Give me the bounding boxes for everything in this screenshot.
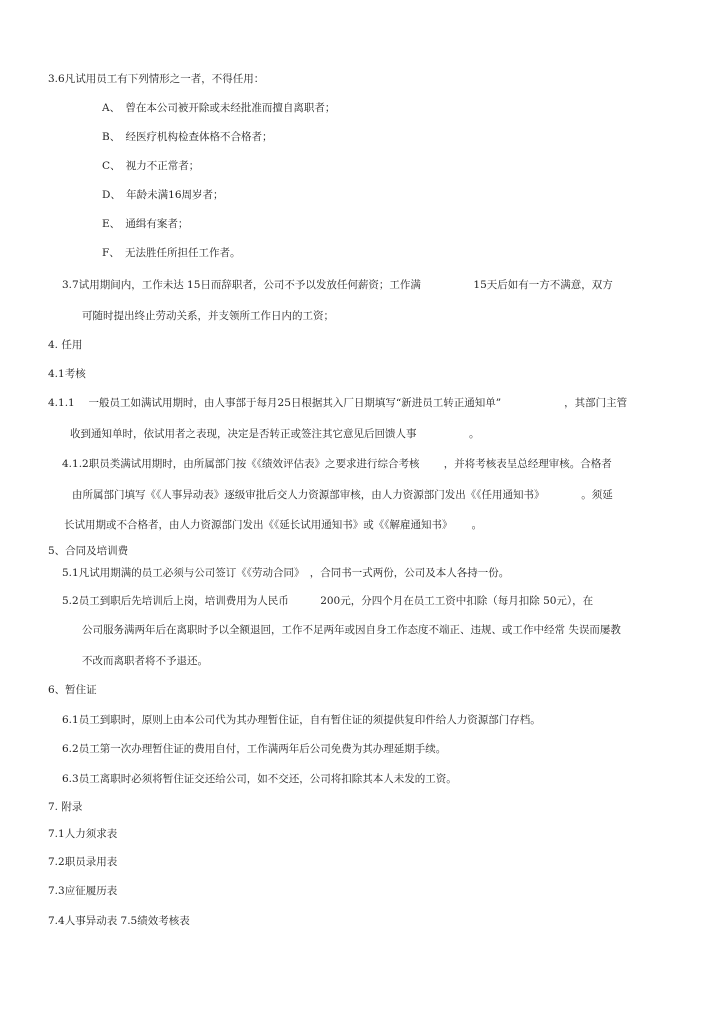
paragraph-5-2-line-2: 公司服务满两年后在离职时予以全额退回，工作不足两年或因自身工作态度不端正、违规、或工作中经常 失误而屡教	[82, 624, 621, 636]
paragraph-4-1-1-line-1: 4.1.1 一般员工如满试用期时，由人事部于每月25日根据其入厂日期填写“新进员工转正通知单” ，其部门主管	[48, 397, 628, 409]
section-3-6-heading: 3.6凡试用员工有下列情形之一者，不得任用：	[48, 73, 265, 85]
list-item: D、 年龄未满16周岁者；	[102, 189, 224, 201]
list-item: 7.3应征履历表	[48, 885, 118, 897]
paragraph-5-2-line-3: 不改而离职者将不予退还。	[82, 655, 208, 667]
list-item: E、 通缉有案者；	[102, 218, 189, 230]
section-5-heading: 5、合同及培训费	[48, 545, 129, 557]
paragraph-4-1-2-line-3: 长试用期或不合格者，由人力资源部门发出《《延长试用通知书》或《《解雇通知书》 。	[64, 519, 483, 531]
list-item: 7.1人力须求表	[48, 828, 118, 840]
paragraph-4-1-2-line-1: 4.1.2职员类满试用期时，由所属部门按《《绩效评估表》之要求进行综合考核 ，并将考核表呈总经理审核。合格者	[62, 458, 612, 470]
paragraph-6-3: 6.3员工离职时必须将暂住证交还给公司，如不交还，公司将扣除其本人未发的工资。	[62, 773, 457, 785]
section-4-heading: 4. 任用	[48, 339, 83, 351]
paragraph-5-1: 5.1凡试用期满的员工必须与公司签订《《劳动合同》 ，合同书一式两份，公司及本人各持一份。	[62, 567, 510, 579]
section-6-heading: 6、暂住证	[48, 684, 97, 696]
paragraph-5-2-line-1: 5.2员工到职后先培训后上岗，培训费用为人民币 200元，分四个月在员工工资中扣除（每月扣除 50元），在	[62, 595, 594, 607]
section-3-7-line-1: 3.7试用期间内，工作未达 15日而辞职者，公司不予以发放任何薪资；工作满 15天后如有一方不满意，双方	[62, 279, 613, 291]
section-3-7-line-2: 可随时提出终止劳动关系，并支领所工作日内的工资；	[82, 310, 334, 322]
list-item: 7.2职员录用表	[48, 856, 118, 868]
section-4-1-heading: 4.1考核	[48, 368, 86, 380]
list-item: C、 视力不正常者；	[102, 160, 200, 172]
section-7-heading: 7. 附录	[48, 801, 83, 813]
paragraph-6-2: 6.2员工第一次办理暂住证的费用自付，工作满两年后公司免费为其办理延期手续。	[62, 743, 447, 755]
list-item: A、 曾在本公司被开除或未经批准而擅自离职者；	[102, 102, 336, 114]
list-item: B、 经医疗机构检查体格不合格者；	[102, 131, 273, 143]
paragraph-4-1-1-line-2: 收到通知单时，依试用者之表现，决定是否转正或签注其它意见后回馈人事 。	[70, 428, 480, 440]
paragraph-6-1: 6.1员工到职时，原则上由本公司代为其办理暂住证，自有暂住证的须提供复印件给人力资源部门存档。	[62, 714, 541, 726]
paragraph-4-1-2-line-2: 由所属部门填写《《人事异动表》逐级审批后交人力资源部审核，由人力资源部门发出《《任用通知书》 。须延	[72, 489, 613, 501]
list-item: 7.4人事异动表 7.5绩效考核表	[48, 915, 190, 927]
list-item: F、 无法胜任所担任工作者。	[102, 247, 241, 259]
